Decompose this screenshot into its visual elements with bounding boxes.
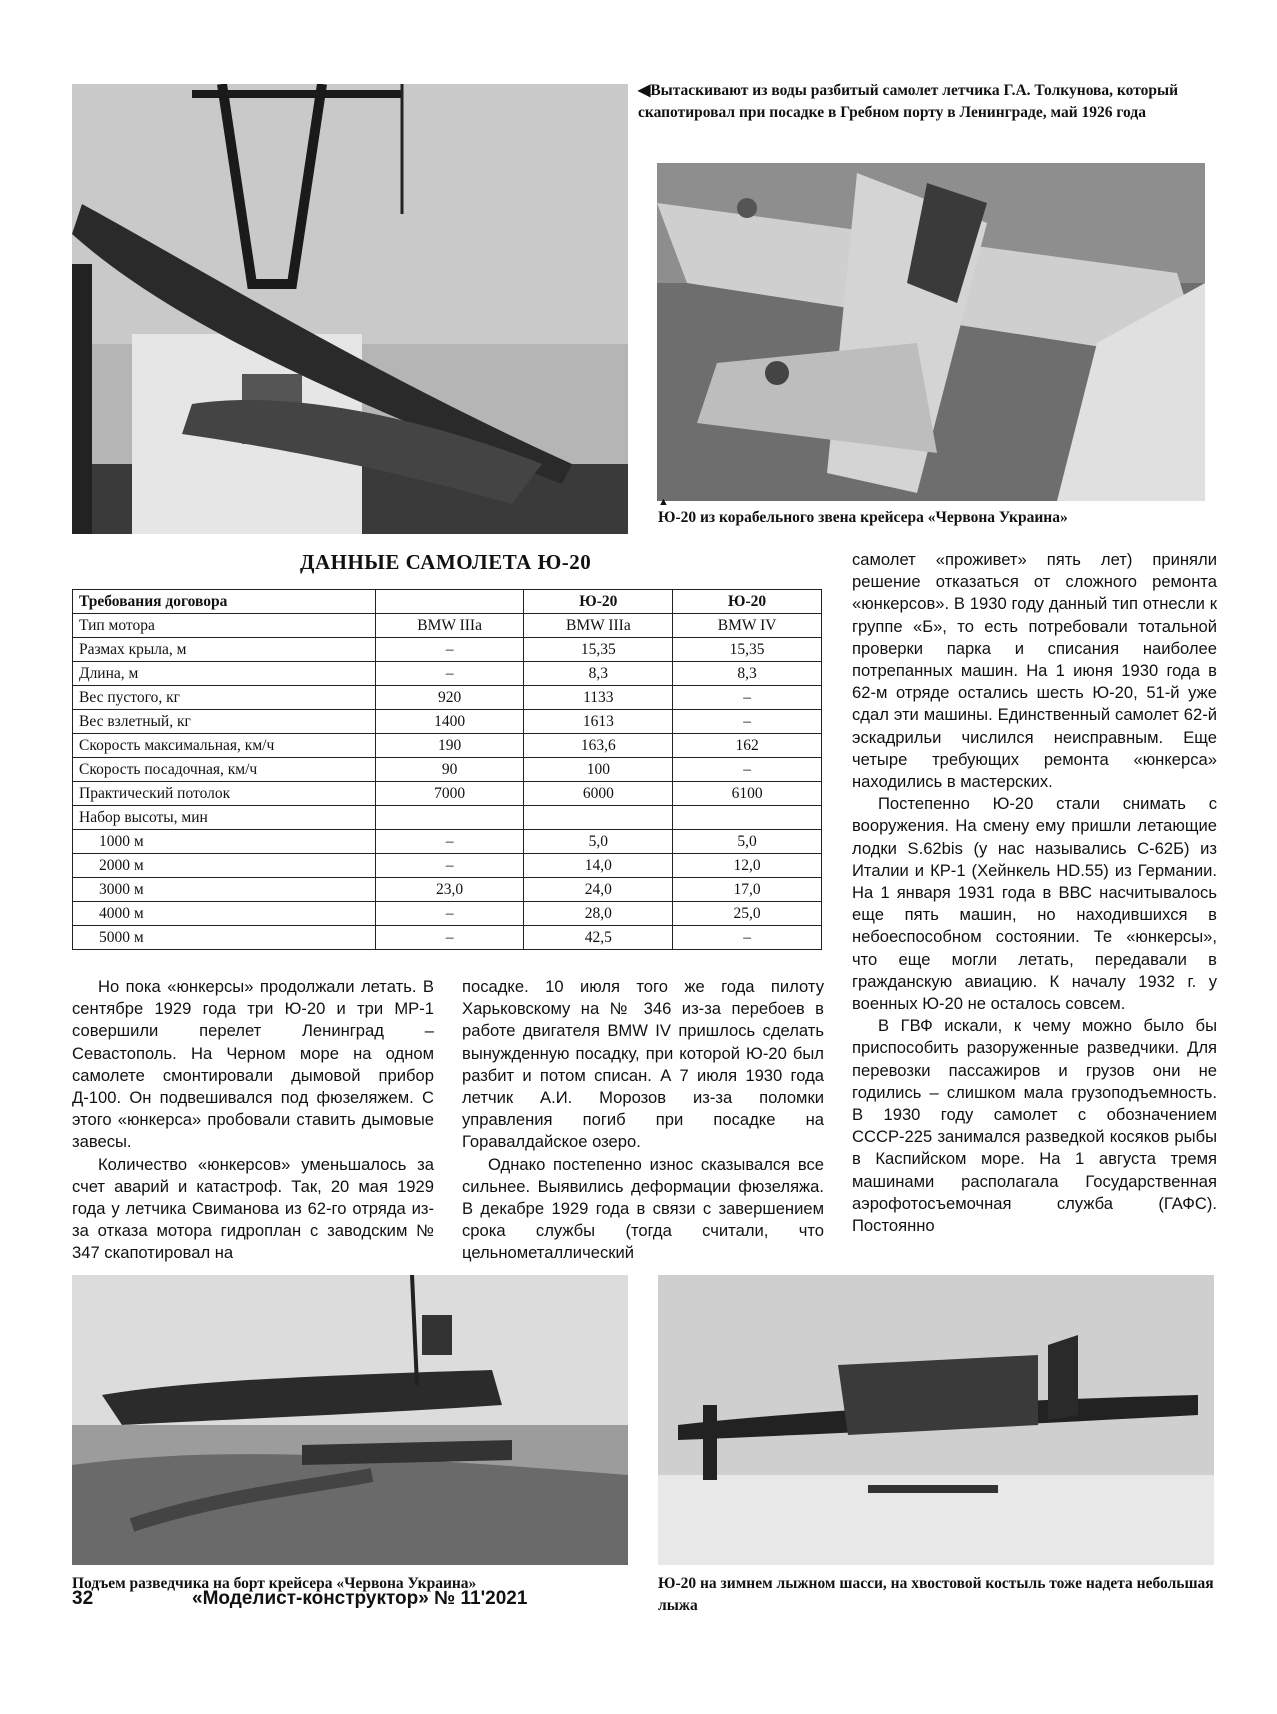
table-title: ДАННЫЕ САМОЛЕТА Ю-20 <box>300 550 592 574</box>
table-header-cell <box>375 590 524 614</box>
photo-plane-on-cruiser <box>657 163 1205 501</box>
table-cell: Практический потолок <box>73 782 376 806</box>
table-cell: 15,35 <box>673 638 822 662</box>
table-cell: 162 <box>673 734 822 758</box>
table-cell: 3000 м <box>73 878 376 902</box>
paragraph: Постепенно Ю-20 стали снимать с вооружения. На смену ему пришли летающие лодки S.62bis (у нас назывались С-62Б) из Италии и КР-1 (Хейнкель HD.55) из Германии. На 1 января 1931 года в ВВС насчитывалось еще пять машин, но находившихся в небоеспособном состоянии. Те «юнкерсы», что еще могли летать, передавали в гражданскую авиацию. К началу 1932 г. у военных Ю-20 не осталось совсем. <box>852 794 1217 1014</box>
table-cell: 5,0 <box>673 830 822 854</box>
table-cell: 1000 м <box>73 830 376 854</box>
table-cell: 28,0 <box>524 902 673 926</box>
table-row <box>73 926 822 950</box>
table-row <box>73 902 822 926</box>
table-cell: BMW IIIa <box>375 614 524 638</box>
page-number: 32 <box>72 1588 94 1609</box>
table-cell: Размах крыла, м <box>73 638 376 662</box>
table-cell: 190 <box>375 734 524 758</box>
table-cell: 8,3 <box>673 662 822 686</box>
table-header-cell: Требования договора <box>73 590 376 614</box>
paragraph: самолет «проживет» пять лет) приняли решение отказаться от сложного ремонта «юнкерсов». В 1930 году данный тип отнесли к группе «Б», то есть потребовали тотальной проверки парка и списания наиболее потрепанных машин. На 1 июня 1930 года в 62-м отряде остались шесть Ю-20, 51-й уже сдал эти машины. Единственный самолет 62-й эскадрильи числился неисправным. Еще четыре требующих ремонта «юнкерса» находились в мастерских. <box>852 550 1217 792</box>
table-row <box>73 758 822 782</box>
table-cell <box>375 806 524 830</box>
table-cell: – <box>673 926 822 950</box>
table-row <box>73 782 822 806</box>
table-cell: 4000 м <box>73 902 376 926</box>
paragraph: Однако постепенно износ сказывался все сильнее. Выявились деформации фюзеляжа. В декабре 1929 года в связи с завершением срока службы (тогда считали, что цельнометаллический <box>462 1154 824 1263</box>
table-cell <box>524 806 673 830</box>
table-cell: – <box>375 854 524 878</box>
table-row <box>73 638 822 662</box>
caption-top-right-text: Вытаскивают из воды разбитый самолет летчика Г.А. Толкунова, который скапотировал при посадке в Гребном порту в Ленинграде, май 1926 года <box>638 82 1179 121</box>
table-cell: Вес пустого, кг <box>73 686 376 710</box>
caption-bottom-right: Ю-20 на зимнем лыжном шасси, на хвостовой костыль тоже надета небольшая лыжа <box>658 1575 1214 1614</box>
table-cell: – <box>375 638 524 662</box>
table-cell: 920 <box>375 686 524 710</box>
table-cell: 6000 <box>524 782 673 806</box>
table-row <box>73 710 822 734</box>
specs-table <box>72 589 822 950</box>
table-cell: 163,6 <box>524 734 673 758</box>
arrow-up-icon: ▲ <box>658 496 669 508</box>
table-cell: BMW IIIa <box>524 614 673 638</box>
table-cell: – <box>375 902 524 926</box>
table-cell: – <box>673 686 822 710</box>
table-cell: 6100 <box>673 782 822 806</box>
caption-mid-right <box>658 496 1218 528</box>
table-row <box>73 614 822 638</box>
table-cell: – <box>375 830 524 854</box>
table-cell: 42,5 <box>524 926 673 950</box>
table-cell: 1133 <box>524 686 673 710</box>
paragraph: В ГВФ искали, к чему можно было бы приспособить разоруженные разведчики. Для перевозки пассажиров и грузов они не годились – слишком мала грузоподъемность. В 1930 году самолет с обозначением СССР-225 занимался разведкой косяков рыбы в Каспийском море. На 1 августа тремя машинами располагала Государственная аэрофотосъемочная служба (ГАФС). Постоянно <box>852 1016 1217 1236</box>
caption-bottom-left: Подъем разведчика на борт крейсера «Червона Украина» <box>72 1575 477 1592</box>
table-cell: 100 <box>524 758 673 782</box>
table-cell: 12,0 <box>673 854 822 878</box>
table-cell: 15,35 <box>524 638 673 662</box>
photo-lifting-scout <box>72 1275 628 1565</box>
table-cell: 2000 м <box>73 854 376 878</box>
table-cell: BMW IV <box>673 614 822 638</box>
table-cell: 8,3 <box>524 662 673 686</box>
caption-mid-right-text: Ю-20 из корабельного звена крейсера «Червона Украина» <box>658 509 1068 526</box>
table-row <box>73 734 822 758</box>
table-cell: 1613 <box>524 710 673 734</box>
table-cell: Вес взлетный, кг <box>73 710 376 734</box>
table-row <box>73 662 822 686</box>
table-cell: Набор высоты, мин <box>73 806 376 830</box>
text-column-right <box>852 549 1217 1237</box>
table-cell <box>673 806 822 830</box>
paragraph: Количество «юнкерсов» уменьшалось за счет аварий и катастроф. Так, 20 мая 1929 года у летчика Свиманова из 62-го отряда из-за отказа мотора гидроплан с заводским № 347 скапотировал на <box>72 1154 434 1263</box>
table-cell: 1400 <box>375 710 524 734</box>
table-cell: – <box>375 662 524 686</box>
table-row <box>73 806 822 830</box>
table-cell: – <box>673 758 822 782</box>
table-cell: 23,0 <box>375 878 524 902</box>
table-cell: 17,0 <box>673 878 822 902</box>
paragraph: Но пока «юнкерсы» продолжали летать. В сентябре 1929 года три Ю-20 и три МР-1 совершили перелет Ленинград – Севастополь. На Черном море на одном самолете смонтировали дымовой прибор Д-100. Он подвешивался под фюзеляжем. С этого «юнкерса» пробовали ставить дымовые завесы. <box>72 977 434 1152</box>
photo-crane-lifting-plane <box>72 84 628 534</box>
table-cell: 5000 м <box>73 926 376 950</box>
table-cell: – <box>375 926 524 950</box>
table-row <box>73 878 822 902</box>
table-cell: 14,0 <box>524 854 673 878</box>
paragraph: посадке. 10 июля того же года пилоту Харьковскому на № 346 из-за перебоев в работе двигателя BMW IV пришлось сделать вынужденную посадку, при которой Ю-20 был разбит и потом списан. А 7 июля 1930 года летчик А.И. Морозов из-за поломки управления погиб при посадке на Горавалдайское озеро. <box>462 977 824 1152</box>
table-header-row <box>73 590 822 614</box>
table-cell: Тип мотора <box>73 614 376 638</box>
table-cell: 24,0 <box>524 878 673 902</box>
table-cell: 90 <box>375 758 524 782</box>
photo-winter-ski-chassis <box>658 1275 1214 1565</box>
table-cell: 25,0 <box>673 902 822 926</box>
arrow-left-icon: ◀ <box>638 82 651 99</box>
table-cell: – <box>673 710 822 734</box>
table-header-cell: Ю-20 <box>524 590 673 614</box>
table-cell: Длина, м <box>73 662 376 686</box>
table-row <box>73 686 822 710</box>
text-column-left <box>72 976 434 1265</box>
table-row <box>73 854 822 878</box>
table-cell: Скорость посадочная, км/ч <box>73 758 376 782</box>
table-cell: Скорость максимальная, км/ч <box>73 734 376 758</box>
text-column-middle <box>462 976 824 1265</box>
table-cell: 5,0 <box>524 830 673 854</box>
table-cell: 7000 <box>375 782 524 806</box>
caption-top-right <box>638 80 1204 124</box>
journal-title: «Моделист-конструктор» № 11'2021 <box>192 1588 528 1609</box>
table-header-cell: Ю-20 <box>673 590 822 614</box>
table-row <box>73 830 822 854</box>
